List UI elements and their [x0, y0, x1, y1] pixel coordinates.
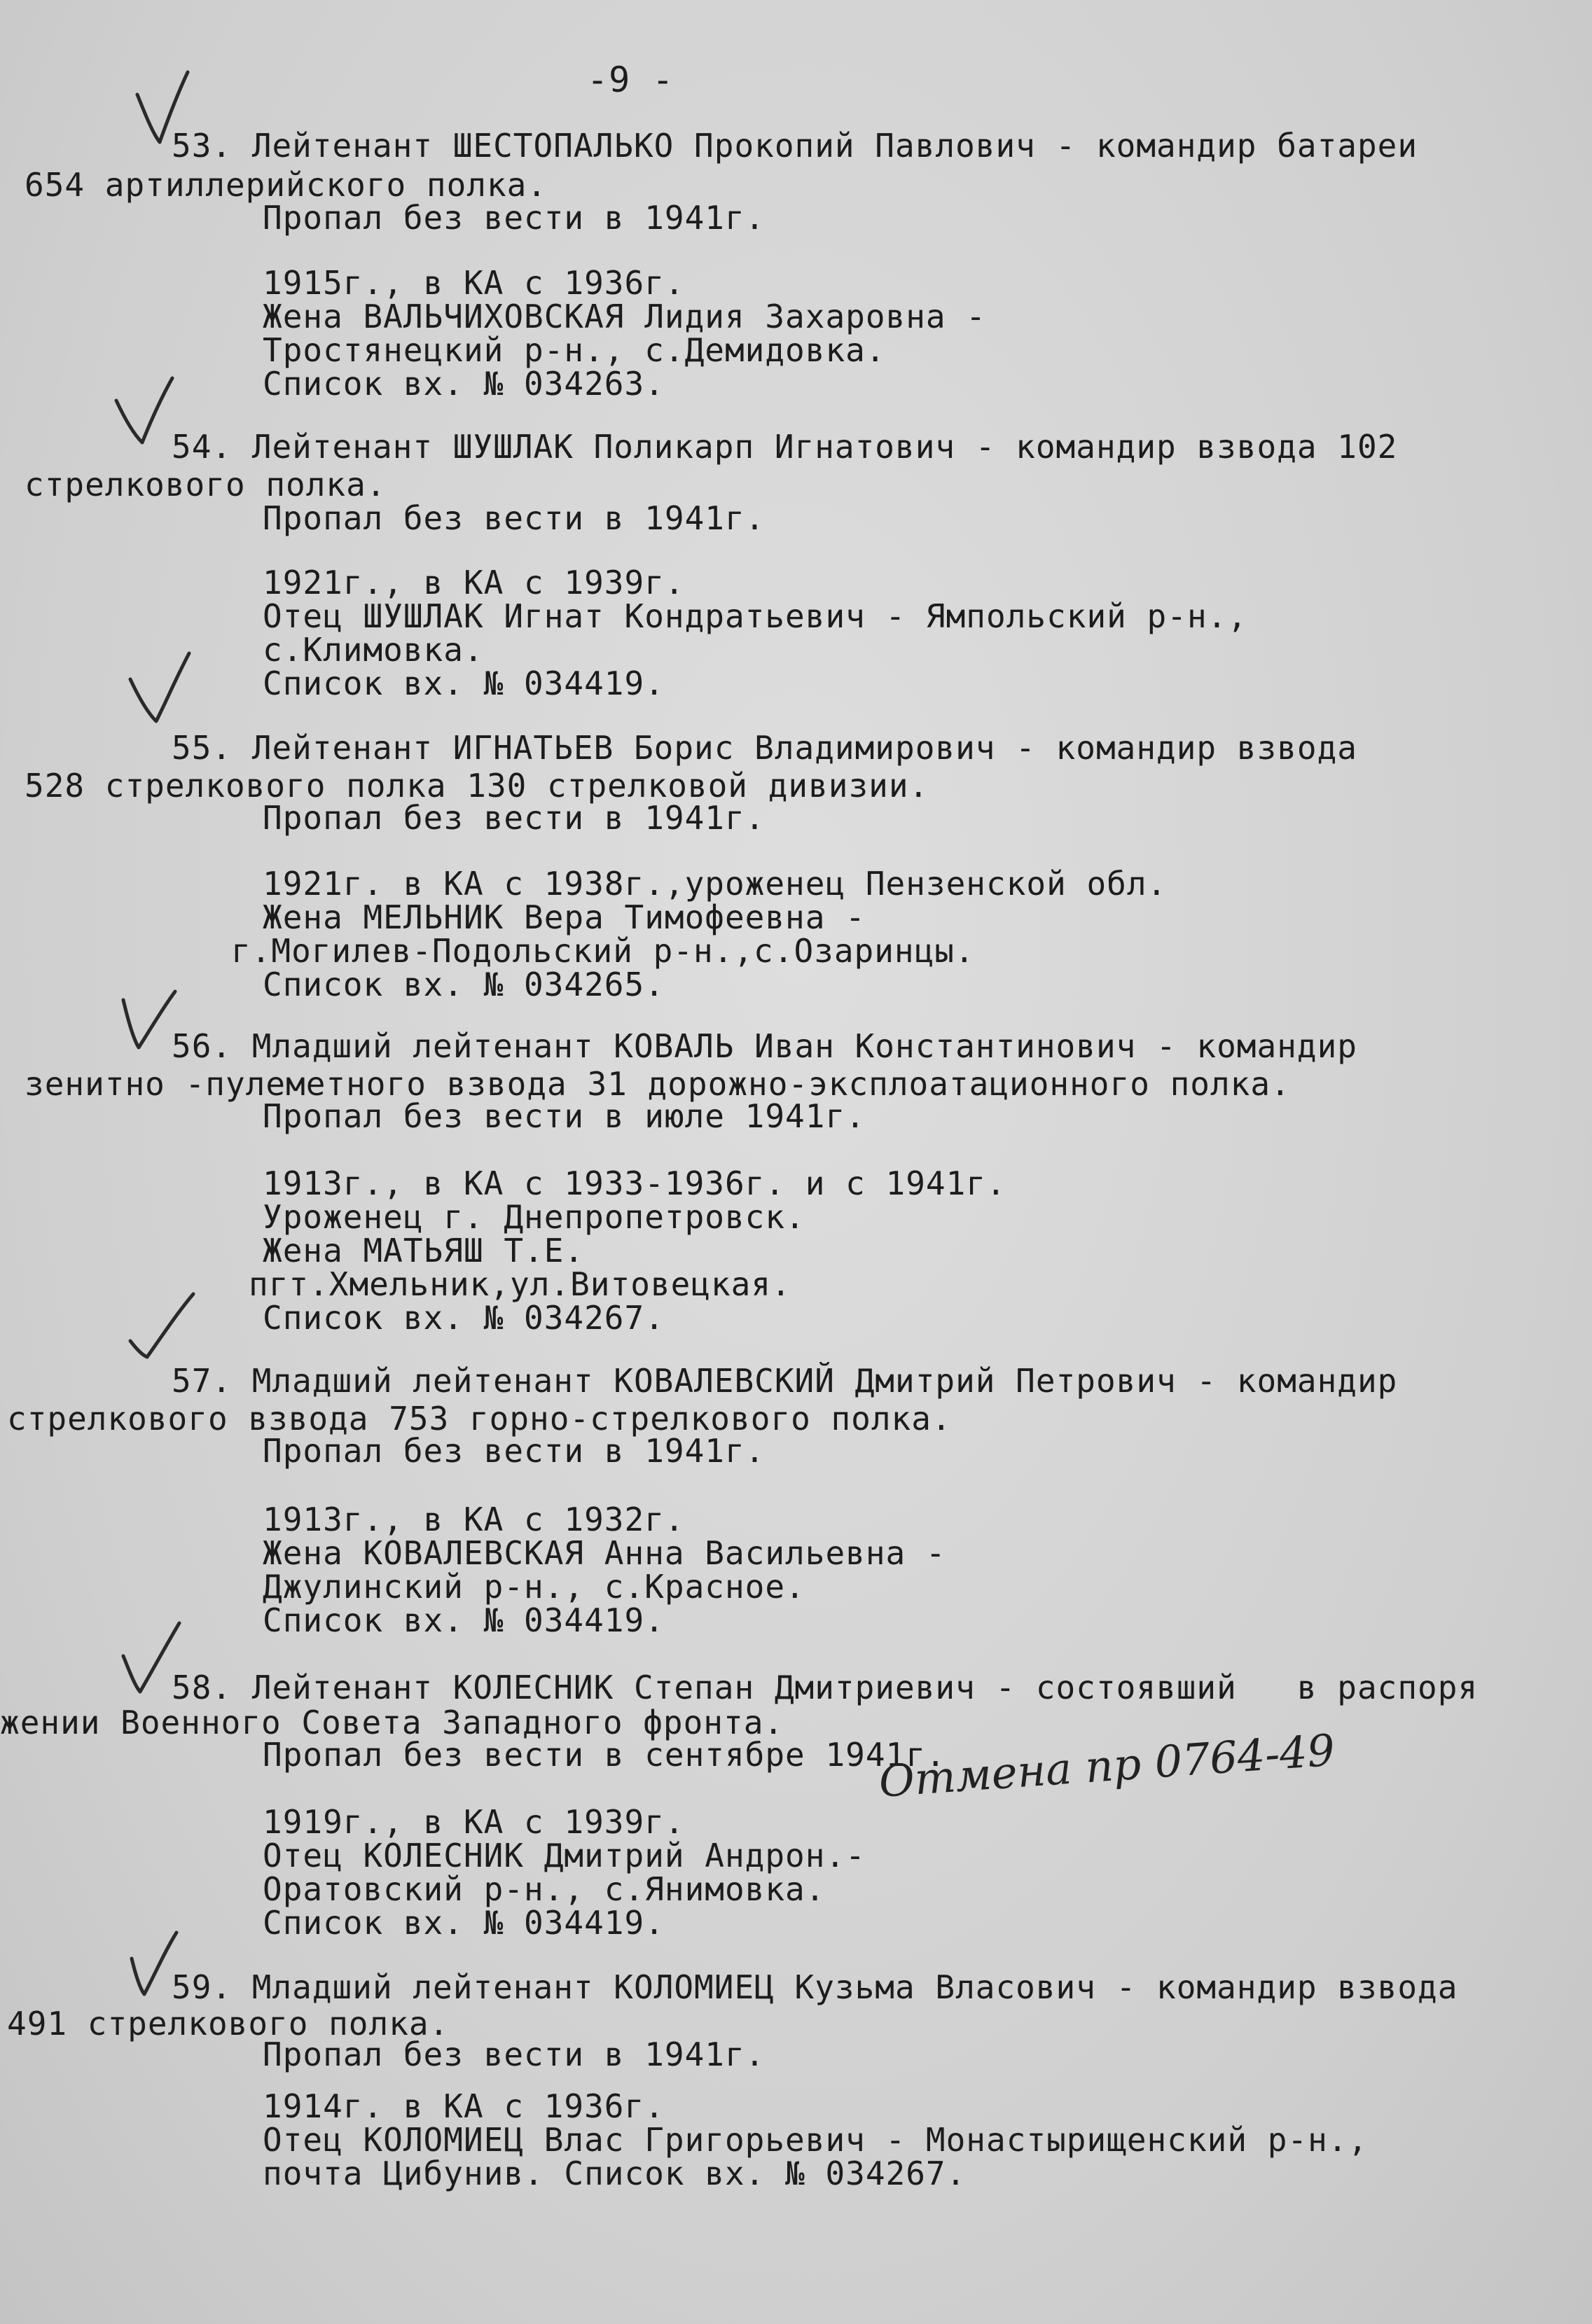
entry-56-list: Список вх. № 034267. — [263, 1299, 665, 1337]
entry-58-header: 58. Лейтенант КОЛЕСНИК Степан Дмитриевич - состоявший в распоря — [172, 1669, 1479, 1706]
entry-59-missing: Пропал без вести в 1941г. — [263, 2036, 766, 2073]
entry-59-header: 59. Младший лейтенант КОЛОМИЕЦ Кузьма Власович - командир взвода — [172, 1968, 1458, 2006]
entry-55-relative: Жена МЕЛЬНИК Вера Тимофеевна - — [263, 898, 866, 936]
entry-58-missing: Пропал без вести в сентябре 1941г. — [263, 1736, 946, 1774]
entry-53-unit: 654 артиллерийского полка. — [25, 166, 548, 204]
entry-54-missing: Пропал без вести в 1941г. — [263, 499, 766, 537]
entry-56-header: 56. Младший лейтенант КОВАЛЬ Иван Константинович - командир — [172, 1027, 1357, 1065]
entry-54-birth: 1921г., в КА с 1939г. — [263, 564, 685, 601]
checkmark-icon — [125, 648, 195, 728]
entry-56-unit: зенитно -пулеметного взвода 31 дорожно-эксплоатационного полка. — [25, 1065, 1291, 1103]
entry-57-list: Список вх. № 034419. — [263, 1601, 665, 1639]
entry-53-list: Список вх. № 034263. — [263, 365, 665, 403]
entry-59-birth: 1914г. в КА с 1936г. — [263, 2087, 665, 2125]
entry-58-unit: жении Военного Совета Западного фронта. — [0, 1704, 784, 1741]
page-number: -9 - — [587, 60, 674, 100]
entry-55-address: г.Могилев-Подольский р-н.,с.Озаринцы. — [231, 932, 975, 970]
entry-56-origin: Уроженец г. Днепропетровск. — [263, 1198, 805, 1236]
entry-55-list: Список вх. № 034265. — [263, 966, 665, 1003]
entry-59-list: почта Цибунив. Список вх. № 034267. — [263, 2155, 967, 2192]
entry-54-address: с.Климовка. — [263, 631, 484, 669]
checkmark-icon — [111, 373, 177, 450]
entry-58-address: Оратовский р-н., с.Янимовка. — [263, 1870, 826, 1908]
entry-56-address: пгт.Хмельник,ул.Витовецкая. — [249, 1265, 791, 1303]
entry-54-header: 54. Лейтенант ШУШЛАК Поликарп Игнатович - командир взвода 102 — [172, 428, 1398, 466]
entry-57-missing: Пропал без вести в 1941г. — [263, 1432, 766, 1470]
checkmark-icon — [125, 1288, 198, 1362]
entry-53-header: 53. Лейтенант ШЕСТОПАЛЬКО Прокопий Павлович - командир батареи — [172, 127, 1418, 165]
entry-58-relative: Отец КОЛЕСНИК Дмитрий Андрон.- — [263, 1837, 866, 1874]
entry-58-list: Список вх. № 034419. — [263, 1904, 665, 1942]
entry-57-address: Джулинский р-н., с.Красное. — [263, 1568, 805, 1606]
entry-55-unit: 528 стрелкового полка 130 стрелковой дивизии. — [25, 767, 929, 805]
entry-57-birth: 1913г., в КА с 1932г. — [263, 1501, 685, 1538]
entry-54-relative: Отец ШУШЛАК Игнат Кондратьевич - Ямпольский р-н., — [263, 597, 1248, 635]
entry-55-header: 55. Лейтенант ИГНАТЬЕВ Борис Владимирович - командир взвода — [172, 729, 1357, 767]
entry-57-unit: стрелкового взвода 753 горно-стрелкового полка. — [7, 1400, 952, 1438]
entry-53-missing: Пропал без вести в 1941г. — [263, 199, 766, 237]
entry-58-birth: 1919г., в КА с 1939г. — [263, 1803, 685, 1841]
entry-53-birth: 1915г., в КА с 1936г. — [263, 264, 685, 302]
entry-57-header: 57. Младший лейтенант КОВАЛЕВСКИЙ Дмитрий Петрович - командир — [172, 1362, 1398, 1400]
entry-56-missing: Пропал без вести в июле 1941г. — [263, 1097, 866, 1135]
entry-59-unit: 491 стрелкового полка. — [7, 2005, 450, 2043]
entry-54-list: Список вх. № 034419. — [263, 665, 665, 702]
entry-56-birth: 1913г., в КА с 1933-1936г. и с 1941г. — [263, 1164, 1006, 1202]
entry-55-missing: Пропал без вести в 1941г. — [263, 799, 766, 837]
entry-53-address: Тростянецкий р-н., с.Демидовка. — [263, 331, 886, 369]
entry-55-birth: 1921г. в КА с 1938г.,уроженец Пензенской обл. — [263, 865, 1168, 903]
entry-54-unit: стрелкового полка. — [25, 466, 387, 503]
handwritten-note: Отмена пр 0764-49 — [877, 1724, 1337, 1807]
entry-59-relative: Отец КОЛОМИЕЦ Влас Григорьевич - Монастырищенский р-н., — [263, 2121, 1369, 2159]
entry-53-relative: Жена ВАЛЬЧИХОВСКАЯ Лидия Захаровна - — [263, 298, 986, 335]
entry-56-relative: Жена МАТЬЯШ Т.Е. — [263, 1232, 585, 1269]
entry-57-relative: Жена КОВАЛЕВСКАЯ Анна Васильевна - — [263, 1534, 946, 1572]
